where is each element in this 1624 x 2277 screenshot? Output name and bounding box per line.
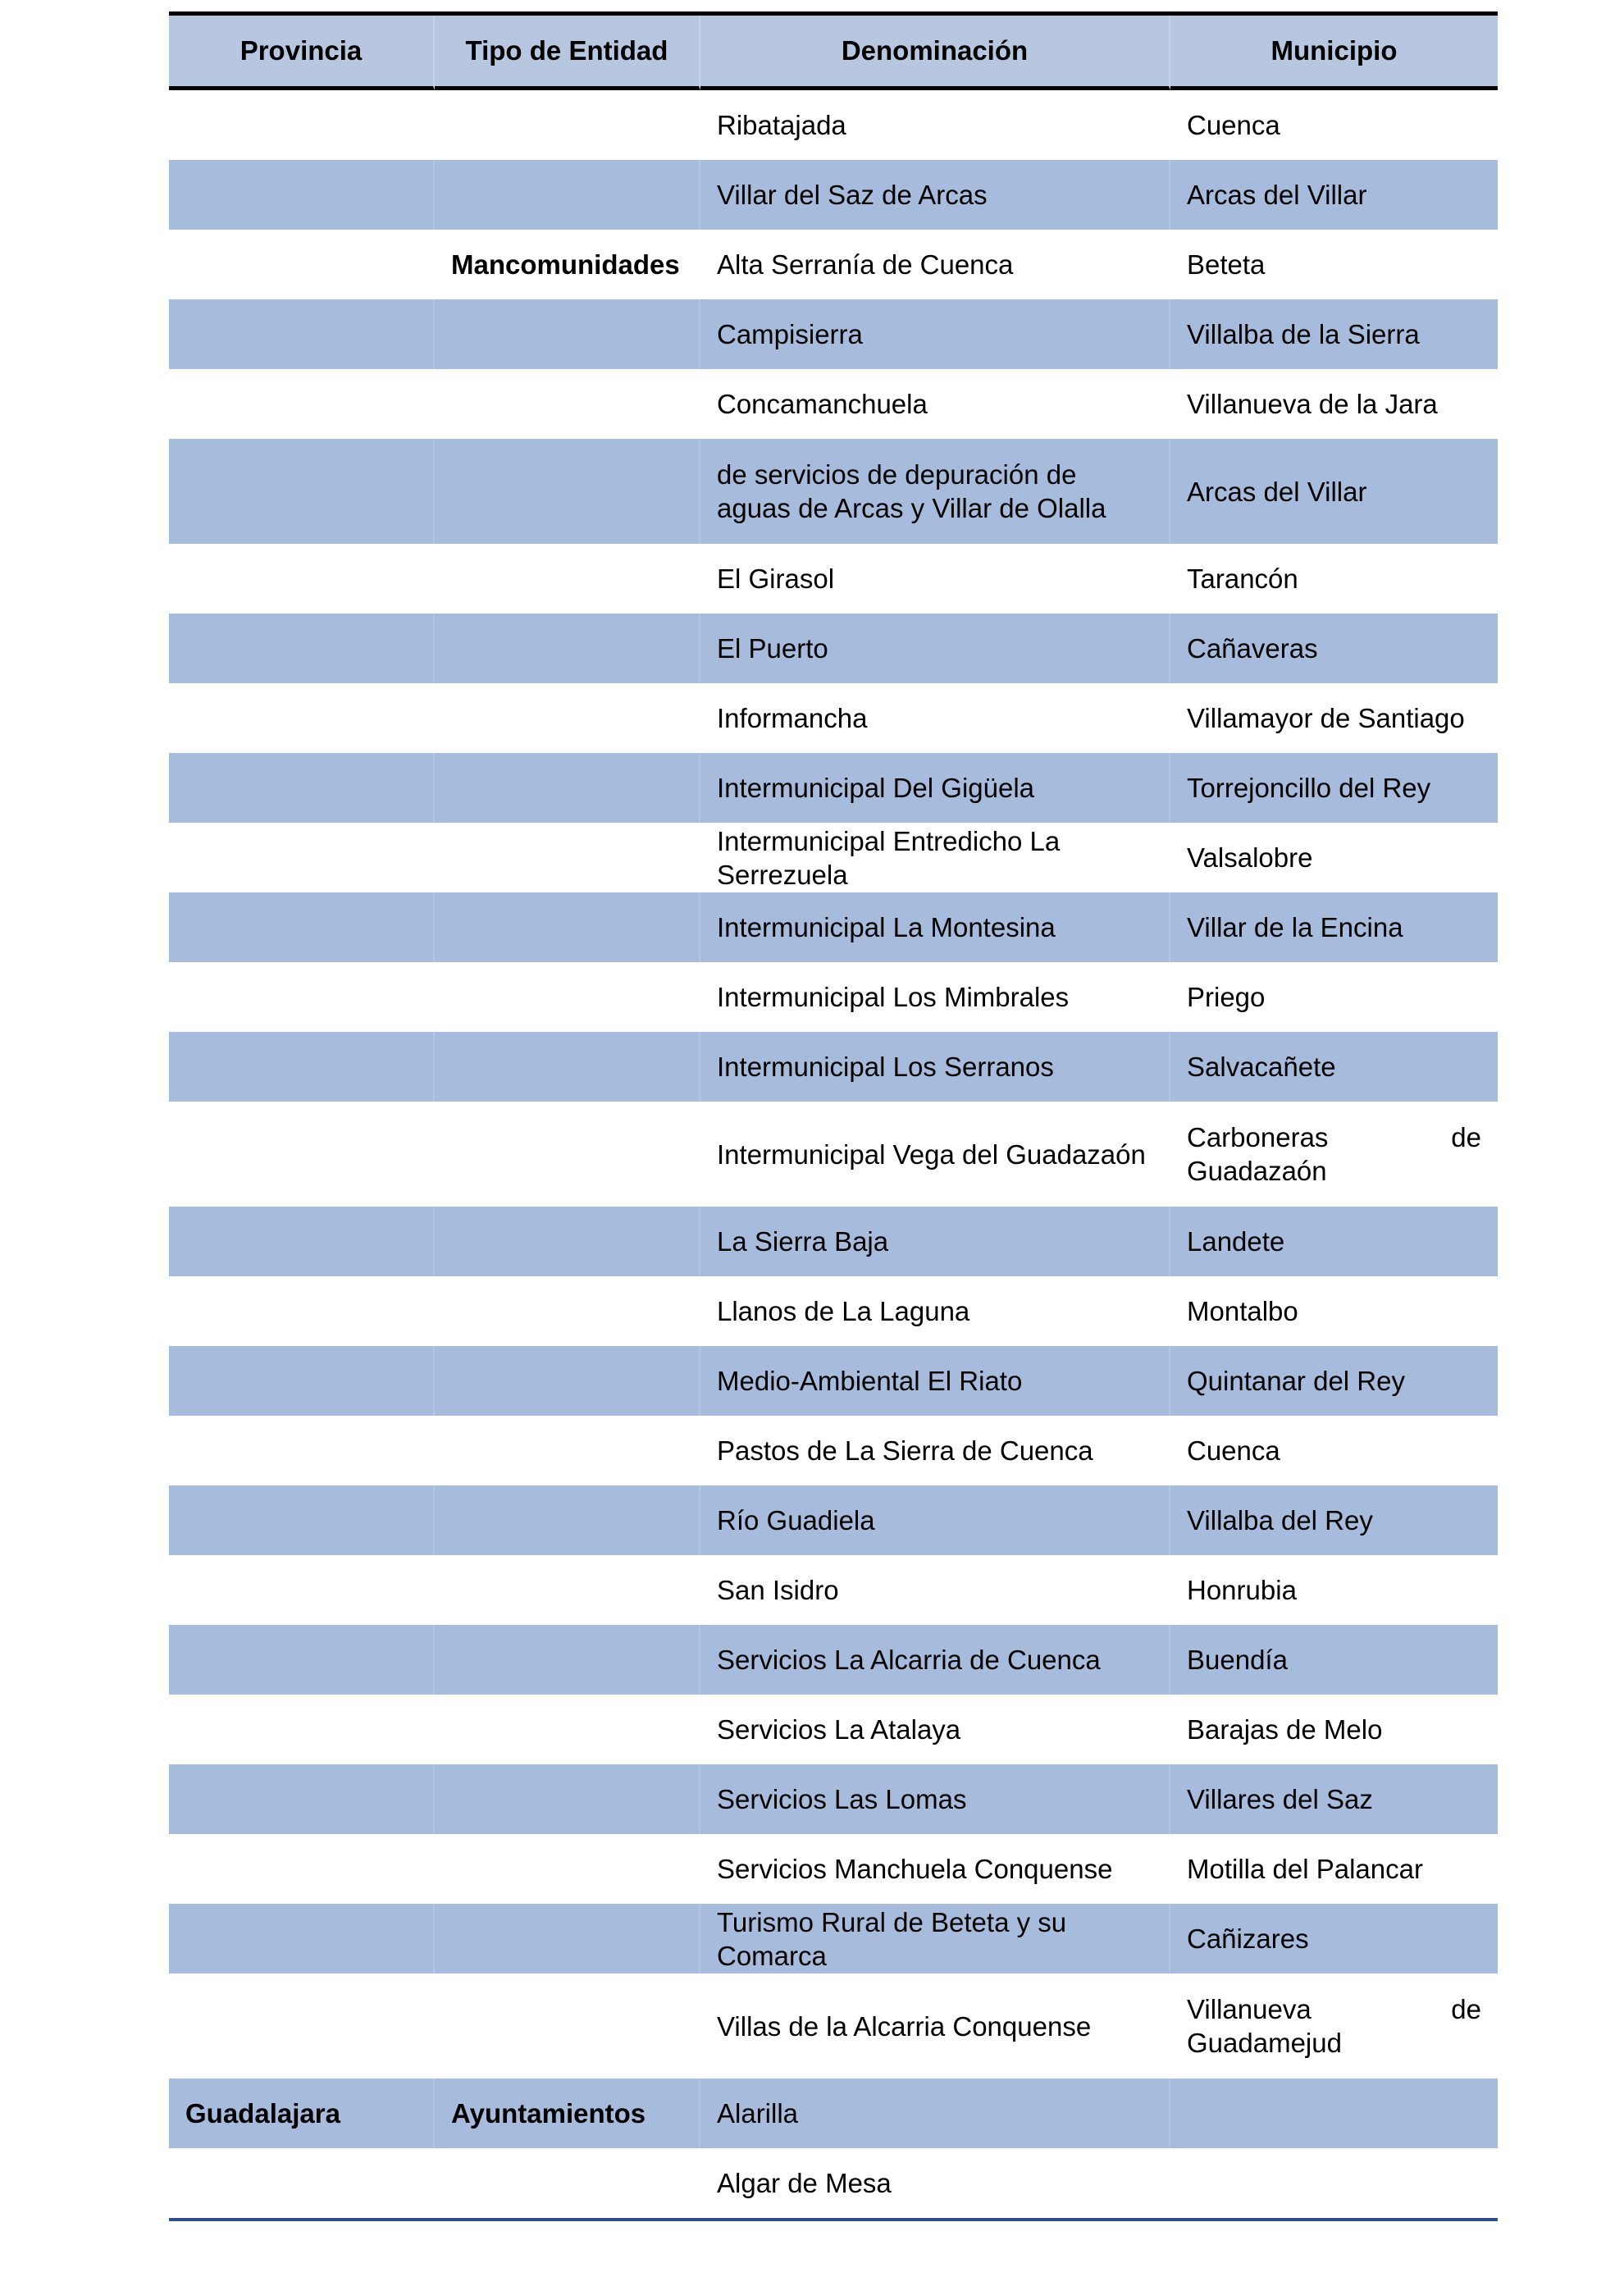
cell-denominacion: Ribatajada: [717, 110, 846, 140]
cell-municipio: Priego: [1187, 982, 1266, 1012]
cell-municipio: Carboneras de Guadazaón: [1187, 1122, 1481, 1186]
cell-provincia: [169, 1904, 435, 1974]
header-tipo-entidad: Tipo de Entidad: [435, 16, 700, 90]
table-row: [169, 1695, 1498, 1764]
table-row: [169, 753, 1498, 823]
cell-municipio: Valsalobre: [1187, 842, 1313, 873]
cell-provincia: [169, 1485, 435, 1555]
table-row: [169, 1346, 1498, 1416]
cell-tipo: [435, 892, 700, 962]
cell-tipo: [435, 90, 700, 160]
cell-provincia: [169, 1207, 435, 1276]
cell-municipio: Salvacañete: [1170, 1032, 1498, 1102]
cell-municipio: Beteta: [1187, 249, 1266, 280]
cell-municipio: Montalbo: [1187, 1296, 1298, 1326]
cell-tipo: [435, 1764, 700, 1834]
cell-municipio: Cuenca: [1187, 110, 1280, 140]
cell-provincia: [169, 1555, 435, 1625]
cell-provincia: [169, 683, 435, 753]
cell-tipo: [435, 544, 700, 614]
cell-denominacion: Pastos de La Sierra de Cuenca: [717, 1435, 1093, 1466]
table-row: [169, 1904, 1498, 1974]
header-municipio: Municipio: [1170, 16, 1498, 90]
cell-provincia: [169, 230, 435, 299]
table-row: [169, 544, 1498, 614]
cell-municipio: Villanueva de la Jara: [1187, 389, 1438, 419]
cell-tipo: [435, 823, 700, 892]
cell-denominacion: Campisierra: [700, 299, 1170, 369]
cell-tipo: [435, 1485, 700, 1555]
cell-municipio: Tarancón: [1187, 564, 1298, 594]
cell-tipo: [435, 439, 700, 544]
table-row: [169, 299, 1498, 369]
table-row: [169, 1416, 1498, 1485]
cell-municipio: [1170, 2079, 1498, 2148]
cell-provincia: Guadalajara: [169, 2079, 435, 2148]
cell-provincia: [169, 962, 435, 1032]
cell-denominacion: San Isidro: [717, 1575, 839, 1605]
cell-municipio: Arcas del Villar: [1170, 160, 1498, 230]
cell-denominacion: Algar de Mesa: [717, 2168, 892, 2198]
cell-tipo: [435, 683, 700, 753]
table-row: [169, 1764, 1498, 1834]
cell-tipo: [435, 160, 700, 230]
cell-municipio: Buendía: [1170, 1625, 1498, 1695]
cell-denominacion: Intermunicipal Vega del Guadazaón: [717, 1138, 1146, 1170]
cell-municipio: Villares del Saz: [1170, 1764, 1498, 1834]
cell-tipo: [435, 1032, 700, 1102]
table-row: [169, 1032, 1498, 1102]
table-row: [169, 1276, 1498, 1346]
cell-municipio: Cañizares: [1170, 1904, 1498, 1974]
cell-tipo: Mancomunidades: [451, 249, 680, 280]
cell-municipio: Honrubia: [1187, 1575, 1297, 1605]
table-row: [169, 1974, 1498, 2079]
cell-provincia: [169, 2148, 435, 2218]
table-row: [169, 1834, 1498, 1904]
cell-tipo: [435, 962, 700, 1032]
cell-municipio: Cuenca: [1187, 1435, 1280, 1466]
cell-municipio: Torrejoncillo del Rey: [1170, 753, 1498, 823]
cell-tipo: [435, 1102, 700, 1207]
cell-denominacion: Medio-Ambiental El Riato: [700, 1346, 1170, 1416]
cell-tipo: [435, 1207, 700, 1276]
cell-provincia: [169, 439, 435, 544]
cell-denominacion: Río Guadiela: [700, 1485, 1170, 1555]
cell-municipio: Villar de la Encina: [1170, 892, 1498, 962]
cell-tipo: [435, 2148, 700, 2218]
cell-tipo: [435, 1974, 700, 2079]
table-row: [169, 1207, 1498, 1276]
cell-tipo: [435, 1625, 700, 1695]
cell-municipio: Villanueva de Guadamejud: [1187, 1994, 1481, 2058]
cell-provincia: [169, 1032, 435, 1102]
table-row: [169, 439, 1498, 544]
cell-provincia: [169, 823, 435, 892]
cell-provincia: [169, 1102, 435, 1207]
cell-tipo: Ayuntamientos: [435, 2079, 700, 2148]
cell-denominacion: La Sierra Baja: [700, 1207, 1170, 1276]
table-row: [169, 2079, 1498, 2148]
cell-denominacion: Alarilla: [700, 2079, 1170, 2148]
cell-denominacion: El Puerto: [700, 614, 1170, 683]
cell-tipo: [435, 1695, 700, 1764]
cell-denominacion: Llanos de La Laguna: [717, 1296, 970, 1326]
cell-tipo: [435, 299, 700, 369]
cell-denominacion: Intermunicipal La Montesina: [700, 892, 1170, 962]
cell-provincia: [169, 1625, 435, 1695]
cell-tipo: [435, 1346, 700, 1416]
cell-provincia: [169, 1764, 435, 1834]
cell-municipio: Arcas del Villar: [1170, 439, 1498, 544]
cell-provincia: [169, 299, 435, 369]
cell-denominacion: Villar del Saz de Arcas: [700, 160, 1170, 230]
cell-municipio: Quintanar del Rey: [1170, 1346, 1498, 1416]
cell-municipio: Villamayor de Santiago: [1187, 703, 1465, 733]
table-header-row: [169, 16, 1498, 90]
cell-provincia: [169, 160, 435, 230]
table-row: [169, 683, 1498, 753]
cell-provincia: [169, 1695, 435, 1764]
table-row: [169, 1625, 1498, 1695]
cell-denominacion: Servicios Las Lomas: [700, 1764, 1170, 1834]
cell-denominacion: El Girasol: [717, 564, 835, 594]
cell-tipo: [435, 1834, 700, 1904]
cell-provincia: [169, 1974, 435, 2079]
cell-tipo: [435, 753, 700, 823]
table-row: [169, 369, 1498, 439]
cell-denominacion: Alta Serranía de Cuenca: [717, 249, 1014, 280]
cell-denominacion: Informancha: [717, 703, 868, 733]
cell-provincia: [169, 1346, 435, 1416]
cell-municipio: Villalba del Rey: [1170, 1485, 1498, 1555]
cell-provincia: [169, 1416, 435, 1485]
cell-tipo: [435, 1416, 700, 1485]
cell-denominacion: Intermunicipal Los Mimbrales: [717, 982, 1070, 1012]
cell-tipo: [435, 1555, 700, 1625]
table-row: [169, 90, 1498, 160]
table-row: [169, 614, 1498, 683]
entities-table: [169, 11, 1498, 2221]
cell-denominacion: Intermunicipal Del Gigüela: [700, 753, 1170, 823]
cell-denominacion: de servicios de depuración de aguas de Arcas y Villar de Olalla: [700, 439, 1170, 544]
cell-tipo: [435, 614, 700, 683]
cell-denominacion: Turismo Rural de Beteta y su Comarca: [700, 1904, 1170, 1974]
cell-provincia: [169, 1276, 435, 1346]
cell-denominacion: Servicios Manchuela Conquense: [717, 1854, 1113, 1884]
cell-municipio: Barajas de Melo: [1187, 1714, 1383, 1745]
cell-tipo: [435, 1276, 700, 1346]
cell-denominacion: Intermunicipal Entredicho La Serrezuela: [717, 825, 1061, 890]
header-denominacion: Denominación: [700, 16, 1170, 90]
cell-provincia: [169, 614, 435, 683]
table-row: [169, 230, 1498, 299]
header-provincia: Provincia: [169, 16, 435, 90]
table-row: [169, 1555, 1498, 1625]
cell-provincia: [169, 892, 435, 962]
cell-provincia: [169, 544, 435, 614]
cell-municipio: Landete: [1170, 1207, 1498, 1276]
cell-provincia: [169, 369, 435, 439]
cell-tipo: [435, 369, 700, 439]
cell-provincia: [169, 753, 435, 823]
cell-municipio: [1170, 2148, 1498, 2218]
table-row: [169, 160, 1498, 230]
cell-denominacion: Concamanchuela: [717, 389, 928, 419]
cell-denominacion: Villas de la Alcarria Conquense: [717, 2010, 1092, 2042]
cell-municipio: Motilla del Palancar: [1187, 1854, 1423, 1884]
cell-municipio: Cañaveras: [1170, 614, 1498, 683]
table-row: [169, 1102, 1498, 1207]
table-row: [169, 823, 1498, 892]
table-row: [169, 892, 1498, 962]
cell-provincia: [169, 1834, 435, 1904]
cell-denominacion: Servicios La Atalaya: [717, 1714, 961, 1745]
table-row: [169, 1485, 1498, 1555]
cell-denominacion: Intermunicipal Los Serranos: [700, 1032, 1170, 1102]
cell-provincia: [169, 90, 435, 160]
cell-municipio: Villalba de la Sierra: [1170, 299, 1498, 369]
table-row: [169, 962, 1498, 1032]
cell-tipo: [435, 1904, 700, 1974]
cell-denominacion: Servicios La Alcarria de Cuenca: [700, 1625, 1170, 1695]
table-row: [169, 2148, 1498, 2218]
